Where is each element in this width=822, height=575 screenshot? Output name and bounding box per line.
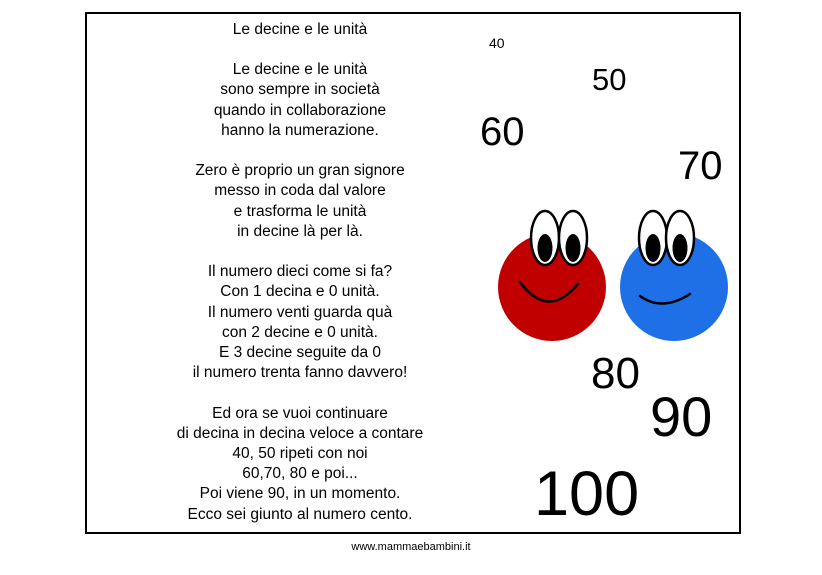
poem-line: hanno la numerazione. [221,121,379,139]
poem [140,20,460,525]
poem-line: sono sempre in società [220,81,380,99]
poem-line: Zero è proprio un gran signore [195,162,405,180]
poem-line: quando in collaborazione [213,101,387,119]
poem-stanza-3 [140,262,460,383]
poem-line: in decine là per là. [237,222,363,240]
poem-line: Ecco sei giunto al numero cento. [187,505,413,523]
poem-title: Le decine e le unità [232,21,368,38]
poem-line: E 3 decine seguite da 0 [218,344,381,362]
number-70: 70 [678,144,723,188]
number-100: 100 [534,459,640,529]
blue-smiley-icon [620,211,728,341]
poem-line: 40, 50 ripeti con noi [232,445,368,463]
poem-line: Con 1 decina e 0 unità. [220,283,380,301]
poem-line: e trasforma le unità [233,202,367,220]
number-50: 50 [592,62,627,97]
poem-line: con 2 decine e 0 unità. [222,323,378,341]
number-60: 60 [480,110,525,154]
smiley-faces [490,200,740,350]
red-smiley-icon [498,211,606,341]
poem-line: il numero trenta fanno davvero! [192,364,408,382]
number-80: 80 [591,349,640,398]
footer-url: www.mammaebambini.it [351,541,471,553]
poem-stanza-4 [140,404,460,525]
poem-line: Ed ora se vuoi continuare [212,404,388,422]
poem-stanza-2 [140,161,460,242]
number-90: 90 [650,385,713,448]
poem-line: di decina in decina veloce a contare [176,424,424,442]
poem-line: 60,70, 80 e poi... [242,465,358,483]
poem-line: Il numero venti guarda quà [207,303,393,321]
number-40: 40 [489,35,505,51]
poem-line: Il numero dieci come si fa? [207,263,393,281]
poem-line: Le decine e le unità [232,61,368,79]
poem-line: messo in coda dal valore [214,182,386,200]
poem-line: Poi viene 90, in un momento. [199,485,401,503]
poem-stanza-1 [140,60,460,141]
